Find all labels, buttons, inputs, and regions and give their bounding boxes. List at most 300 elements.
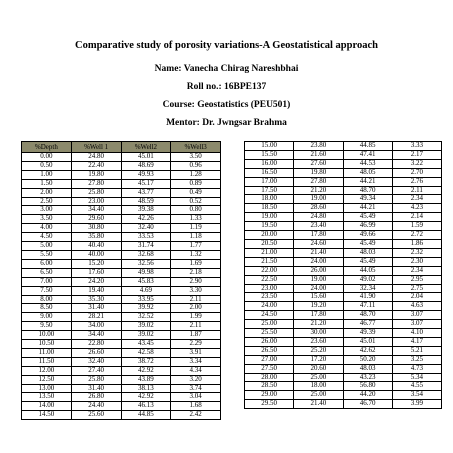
table-cell: 22.50 <box>245 275 294 284</box>
table-cell: 21.50 <box>245 257 294 266</box>
table-cell: 25.00 <box>245 320 294 329</box>
table-cell: 44.21 <box>343 204 392 213</box>
table-cell: 16.50 <box>245 168 294 177</box>
document-title: Comparative study of porosity variations-A Geostatistical approach <box>75 40 378 51</box>
table-cell: 19.00 <box>245 213 294 222</box>
table-cell: 9.00 <box>22 313 72 322</box>
table-cell: 3.91 <box>171 348 221 357</box>
table-cell: 34.40 <box>71 331 121 340</box>
table-row <box>245 159 442 168</box>
table-cell: 27.50 <box>245 364 294 373</box>
table-row <box>245 248 442 257</box>
table-cell: 24.60 <box>294 239 343 248</box>
header-well1: %Well 1 <box>71 142 121 153</box>
table-cell: 3.30 <box>171 286 221 295</box>
table-cell: 32.34 <box>343 284 392 293</box>
table-cell: 0.89 <box>171 179 221 188</box>
table-row <box>245 293 442 302</box>
table-cell: 31.40 <box>71 304 121 313</box>
table-cell: 22.80 <box>71 340 121 349</box>
table-cell: 29.50 <box>245 400 294 409</box>
table-cell: 26.00 <box>294 266 343 275</box>
table-cell: 44.21 <box>343 177 392 186</box>
table-row <box>22 322 221 331</box>
table-cell: 10.00 <box>22 331 72 340</box>
table-cell: 19.00 <box>294 195 343 204</box>
table-row <box>22 402 221 411</box>
table-cell: 31.74 <box>121 242 171 251</box>
table-cell: 2.00 <box>22 188 72 197</box>
table-cell: 3.22 <box>392 159 441 168</box>
table-cell: 1.33 <box>171 215 221 224</box>
table-cell: 2.34 <box>392 195 441 204</box>
table-cell: 29.60 <box>71 215 121 224</box>
table-row <box>245 373 442 382</box>
course-name: Course: Geostatistics (PEU501) <box>162 100 291 110</box>
table-cell: 20.00 <box>245 231 294 240</box>
table-row <box>22 170 221 179</box>
table-row <box>245 257 442 266</box>
table-row <box>245 320 442 329</box>
table-cell: 1.86 <box>392 239 441 248</box>
table-row <box>245 364 442 373</box>
table-row <box>245 284 442 293</box>
table-row <box>22 313 221 322</box>
table-row <box>22 215 221 224</box>
table-header-row <box>22 142 221 153</box>
porosity-table-left <box>21 141 221 420</box>
table-cell: 25.50 <box>245 329 294 338</box>
table-cell: 33.53 <box>121 233 171 242</box>
table-cell: 23.00 <box>245 284 294 293</box>
table-cell: 18.00 <box>245 195 294 204</box>
table-cell: 6.50 <box>22 268 72 277</box>
table-cell: 46.13 <box>121 402 171 411</box>
table-row <box>245 213 442 222</box>
table-row <box>245 355 442 364</box>
table-cell: 17.80 <box>294 231 343 240</box>
table-cell: 35.30 <box>71 295 121 304</box>
table-cell: 13.50 <box>22 393 72 402</box>
table-cell: 3.54 <box>392 391 441 400</box>
table-cell: 2.50 <box>22 197 72 206</box>
table-cell: 11.00 <box>22 348 72 357</box>
header-well2: %Well2 <box>121 142 171 153</box>
table-row <box>22 340 221 349</box>
table-cell: 4.55 <box>392 382 441 391</box>
table-cell: 39.02 <box>121 331 171 340</box>
table-cell: 0.52 <box>171 197 221 206</box>
table-cell: 9.50 <box>22 322 72 331</box>
table-cell: 42.92 <box>121 366 171 375</box>
table-cell: 14.00 <box>22 402 72 411</box>
table-cell: 4.69 <box>121 286 171 295</box>
table-cell: 27.40 <box>71 366 121 375</box>
table-cell: 34.00 <box>71 322 121 331</box>
table-cell: 3.50 <box>171 153 221 162</box>
table-row <box>245 168 442 177</box>
table-cell: 32.56 <box>121 259 171 268</box>
table-cell: 28.21 <box>71 313 121 322</box>
table-cell: 27.80 <box>294 177 343 186</box>
table-row <box>245 311 442 320</box>
table-row <box>245 391 442 400</box>
table-cell: 40.00 <box>71 250 121 259</box>
table-cell: 26.80 <box>71 393 121 402</box>
table-cell: 45.17 <box>121 179 171 188</box>
table-cell: 21.60 <box>294 150 343 159</box>
table-cell: 21.20 <box>294 186 343 195</box>
table-cell: 45.01 <box>121 153 171 162</box>
table-cell: 2.17 <box>392 150 441 159</box>
table-row <box>22 206 221 215</box>
table-cell: 1.18 <box>171 233 221 242</box>
table-cell: 47.41 <box>343 150 392 159</box>
table-cell: 2.11 <box>171 295 221 304</box>
table-cell: 17.80 <box>294 311 343 320</box>
table-cell: 4.34 <box>171 366 221 375</box>
table-row <box>22 286 221 295</box>
table-cell: 49.02 <box>343 275 392 284</box>
table-cell: 45.49 <box>343 213 392 222</box>
table-cell: 25.80 <box>71 188 121 197</box>
table-cell: 24.40 <box>71 402 121 411</box>
table-row <box>245 222 442 231</box>
table-cell: 34.40 <box>71 206 121 215</box>
table-row <box>22 153 221 162</box>
table-cell: 4.50 <box>22 233 72 242</box>
table-cell: 19.20 <box>294 302 343 311</box>
table-cell: 18.50 <box>245 204 294 213</box>
table-cell: 2.04 <box>392 293 441 302</box>
table-cell: 30.00 <box>294 329 343 338</box>
table-row <box>22 250 221 259</box>
table-row <box>22 304 221 313</box>
table-cell: 42.92 <box>121 393 171 402</box>
table-cell: 22.00 <box>245 266 294 275</box>
table-cell: 2.18 <box>171 268 221 277</box>
table-cell: 45.83 <box>121 277 171 286</box>
table-cell: 17.00 <box>245 177 294 186</box>
roll-number: Roll no.: 16BPE137 <box>186 82 267 92</box>
table-row <box>245 204 442 213</box>
table-cell: 48.03 <box>343 248 392 257</box>
table-cell: 45.49 <box>343 257 392 266</box>
table-cell: 44.53 <box>343 159 392 168</box>
table-cell: 4.63 <box>392 302 441 311</box>
table-cell: 4.10 <box>392 329 441 338</box>
table-cell: 8.00 <box>22 295 72 304</box>
table-cell: 15.60 <box>294 293 343 302</box>
table-cell: 0.96 <box>171 161 221 170</box>
table-cell: 0.80 <box>171 206 221 215</box>
table-row <box>22 384 221 393</box>
table-cell: 21.00 <box>245 248 294 257</box>
table-cell: 46.77 <box>343 320 392 329</box>
table-cell: 2.11 <box>392 186 441 195</box>
table-cell: 2.30 <box>392 257 441 266</box>
table-cell: 0.49 <box>171 188 221 197</box>
table-cell: 23.50 <box>245 293 294 302</box>
table-cell: 42.58 <box>121 348 171 357</box>
table-cell: 16.00 <box>245 159 294 168</box>
table-cell: 43.77 <box>121 188 171 197</box>
table-cell: 3.07 <box>392 311 441 320</box>
table-cell: 12.50 <box>22 375 72 384</box>
table-cell: 31.40 <box>71 384 121 393</box>
table-cell: 1.87 <box>171 331 221 340</box>
table-cell: 1.28 <box>171 170 221 179</box>
table-cell: 3.20 <box>171 375 221 384</box>
table-cell: 3.25 <box>392 355 441 364</box>
table-cell: 39.92 <box>121 304 171 313</box>
table-cell: 49.93 <box>121 170 171 179</box>
table-row <box>245 239 442 248</box>
table-cell: 2.95 <box>392 275 441 284</box>
table-cell: 19.50 <box>245 222 294 231</box>
table-row <box>245 177 442 186</box>
table-cell: 32.68 <box>121 250 171 259</box>
table-cell: 5.34 <box>392 373 441 382</box>
table-cell: 46.99 <box>343 222 392 231</box>
table-cell: 13.00 <box>22 384 72 393</box>
table-row <box>22 375 221 384</box>
table-cell: 18.00 <box>294 382 343 391</box>
table-cell: 27.60 <box>294 159 343 168</box>
table-cell: 2.72 <box>392 231 441 240</box>
table-cell: 3.33 <box>392 142 441 151</box>
table-row <box>22 268 221 277</box>
table-cell: 48.69 <box>121 161 171 170</box>
table-cell: 5.21 <box>392 346 441 355</box>
table-cell: 39.38 <box>121 206 171 215</box>
table-cell: 49.39 <box>343 329 392 338</box>
table-cell: 2.34 <box>392 266 441 275</box>
table-cell: 30.80 <box>71 224 121 233</box>
table-cell: 28.50 <box>245 382 294 391</box>
table-row <box>245 337 442 346</box>
table-cell: 6.00 <box>22 259 72 268</box>
table-cell: 5.00 <box>22 242 72 251</box>
table-cell: 15.00 <box>245 142 294 151</box>
table-cell: 1.50 <box>22 179 72 188</box>
table-cell: 26.50 <box>245 346 294 355</box>
table-cell: 1.19 <box>171 224 221 233</box>
table-cell: 2.14 <box>392 213 441 222</box>
table-cell: 24.20 <box>71 277 121 286</box>
table-cell: 24.00 <box>294 257 343 266</box>
table-row <box>245 275 442 284</box>
table-cell: 1.77 <box>171 242 221 251</box>
table-cell: 49.98 <box>121 268 171 277</box>
table-cell: 2.90 <box>171 277 221 286</box>
table-cell: 1.99 <box>171 313 221 322</box>
table-row <box>22 259 221 268</box>
table-row <box>245 150 442 159</box>
table-cell: 3.04 <box>171 393 221 402</box>
table-row <box>245 382 442 391</box>
table-cell: 28.00 <box>245 373 294 382</box>
table-cell: 1.69 <box>171 259 221 268</box>
table-cell: 23.40 <box>294 222 343 231</box>
table-cell: 24.80 <box>294 213 343 222</box>
table-cell: 4.23 <box>392 204 441 213</box>
table-row <box>22 348 221 357</box>
table-cell: 25.00 <box>294 391 343 400</box>
table-cell: 14.50 <box>22 411 72 420</box>
table-cell: 23.80 <box>294 142 343 151</box>
table-cell: 41.90 <box>343 293 392 302</box>
table-cell: 17.60 <box>71 268 121 277</box>
table-row <box>22 357 221 366</box>
table-cell: 1.00 <box>22 170 72 179</box>
table-cell: 25.00 <box>294 373 343 382</box>
table-cell: 32.40 <box>121 224 171 233</box>
table-cell: 28.60 <box>294 204 343 213</box>
table-cell: 32.40 <box>71 357 121 366</box>
table-cell: 56.80 <box>343 382 392 391</box>
table-cell: 7.50 <box>22 286 72 295</box>
table-cell: 0.50 <box>22 161 72 170</box>
table-row <box>22 188 221 197</box>
table-cell: 3.34 <box>171 357 221 366</box>
table-cell: 45.49 <box>343 239 392 248</box>
table-cell: 7.00 <box>22 277 72 286</box>
table-cell: 1.32 <box>171 250 221 259</box>
table-cell: 2.00 <box>171 304 221 313</box>
table-cell: 17.20 <box>294 355 343 364</box>
table-row <box>22 393 221 402</box>
table-cell: 4.17 <box>392 337 441 346</box>
table-cell: 44.20 <box>343 391 392 400</box>
table-cell: 25.80 <box>71 375 121 384</box>
table-cell: 46.70 <box>343 400 392 409</box>
table-cell: 42.26 <box>121 215 171 224</box>
table-cell: 43.45 <box>121 340 171 349</box>
table-cell: 1.68 <box>171 402 221 411</box>
table-cell: 50.20 <box>343 355 392 364</box>
table-row <box>22 233 221 242</box>
table-cell: 12.00 <box>22 366 72 375</box>
table-cell: 2.70 <box>392 168 441 177</box>
table-cell: 44.85 <box>121 411 171 420</box>
student-name: Name: Vanecha Chirag Nareshbhai <box>154 64 299 74</box>
table-cell: 49.34 <box>343 195 392 204</box>
table-cell: 26.00 <box>245 337 294 346</box>
table-cell: 15.20 <box>71 259 121 268</box>
table-row <box>245 195 442 204</box>
table-row <box>245 302 442 311</box>
table-cell: 2.75 <box>392 284 441 293</box>
table-cell: 48.70 <box>343 186 392 195</box>
table-cell: 5.50 <box>22 250 72 259</box>
table-cell: 48.05 <box>343 168 392 177</box>
table-cell: 3.07 <box>392 320 441 329</box>
table-cell: 2.11 <box>171 322 221 331</box>
table-cell: 24.50 <box>245 311 294 320</box>
table-cell: 0.00 <box>22 153 72 162</box>
table-row <box>22 411 221 420</box>
table-cell: 25.60 <box>71 411 121 420</box>
table-cell: 27.00 <box>245 355 294 364</box>
table-row <box>245 231 442 240</box>
table-cell: 35.80 <box>71 233 121 242</box>
table-cell: 19.40 <box>71 286 121 295</box>
table-cell: 45.01 <box>343 337 392 346</box>
table-cell: 10.50 <box>22 340 72 349</box>
table-row <box>245 329 442 338</box>
table-row <box>22 331 221 340</box>
table-cell: 3.50 <box>22 215 72 224</box>
table-cell: 25.20 <box>294 346 343 355</box>
table-cell: 4.73 <box>392 364 441 373</box>
table-row <box>22 224 221 233</box>
table-cell: 21.20 <box>294 320 343 329</box>
table-row <box>245 400 442 409</box>
table-cell: 3.00 <box>22 206 72 215</box>
table-row <box>22 277 221 286</box>
table-cell: 4.00 <box>22 224 72 233</box>
table-cell: 44.85 <box>343 142 392 151</box>
table-cell: 1.59 <box>392 222 441 231</box>
table-cell: 44.05 <box>343 266 392 275</box>
table-cell: 26.60 <box>71 348 121 357</box>
table-cell: 20.50 <box>245 239 294 248</box>
table-cell: 2.42 <box>171 411 221 420</box>
table-cell: 20.60 <box>294 364 343 373</box>
table-cell: 43.89 <box>121 375 171 384</box>
table-row <box>245 186 442 195</box>
table-cell: 32.52 <box>121 313 171 322</box>
table-cell: 33.95 <box>121 295 171 304</box>
table-cell: 42.62 <box>343 346 392 355</box>
header-depth: %Depth <box>22 142 72 153</box>
table-cell: 2.76 <box>392 177 441 186</box>
table-cell: 19.80 <box>294 168 343 177</box>
table-row <box>22 242 221 251</box>
table-row <box>22 295 221 304</box>
table-cell: 39.02 <box>121 322 171 331</box>
table-cell: 23.00 <box>71 197 121 206</box>
table-cell: 43.23 <box>343 373 392 382</box>
table-row <box>22 366 221 375</box>
table-cell: 48.70 <box>343 311 392 320</box>
table-cell: 8.50 <box>22 304 72 313</box>
table-cell: 2.32 <box>392 248 441 257</box>
table-cell: 3.74 <box>171 384 221 393</box>
header-well3: %Well3 <box>171 142 221 153</box>
table-cell: 24.00 <box>245 302 294 311</box>
table-cell: 23.60 <box>294 337 343 346</box>
table-row <box>22 179 221 188</box>
table-row <box>245 142 442 151</box>
table-cell: 38.13 <box>121 384 171 393</box>
table-cell: 47.11 <box>343 302 392 311</box>
table-cell: 11.50 <box>22 357 72 366</box>
table-cell: 24.00 <box>294 284 343 293</box>
table-cell: 48.59 <box>121 197 171 206</box>
table-cell: 24.80 <box>71 153 121 162</box>
table-row <box>22 161 221 170</box>
table-cell: 3.99 <box>392 400 441 409</box>
table-cell: 17.50 <box>245 186 294 195</box>
table-row <box>22 197 221 206</box>
table-cell: 38.72 <box>121 357 171 366</box>
table-cell: 48.03 <box>343 364 392 373</box>
table-cell: 21.40 <box>294 400 343 409</box>
table-cell: 19.00 <box>294 275 343 284</box>
table-cell: 15.50 <box>245 150 294 159</box>
